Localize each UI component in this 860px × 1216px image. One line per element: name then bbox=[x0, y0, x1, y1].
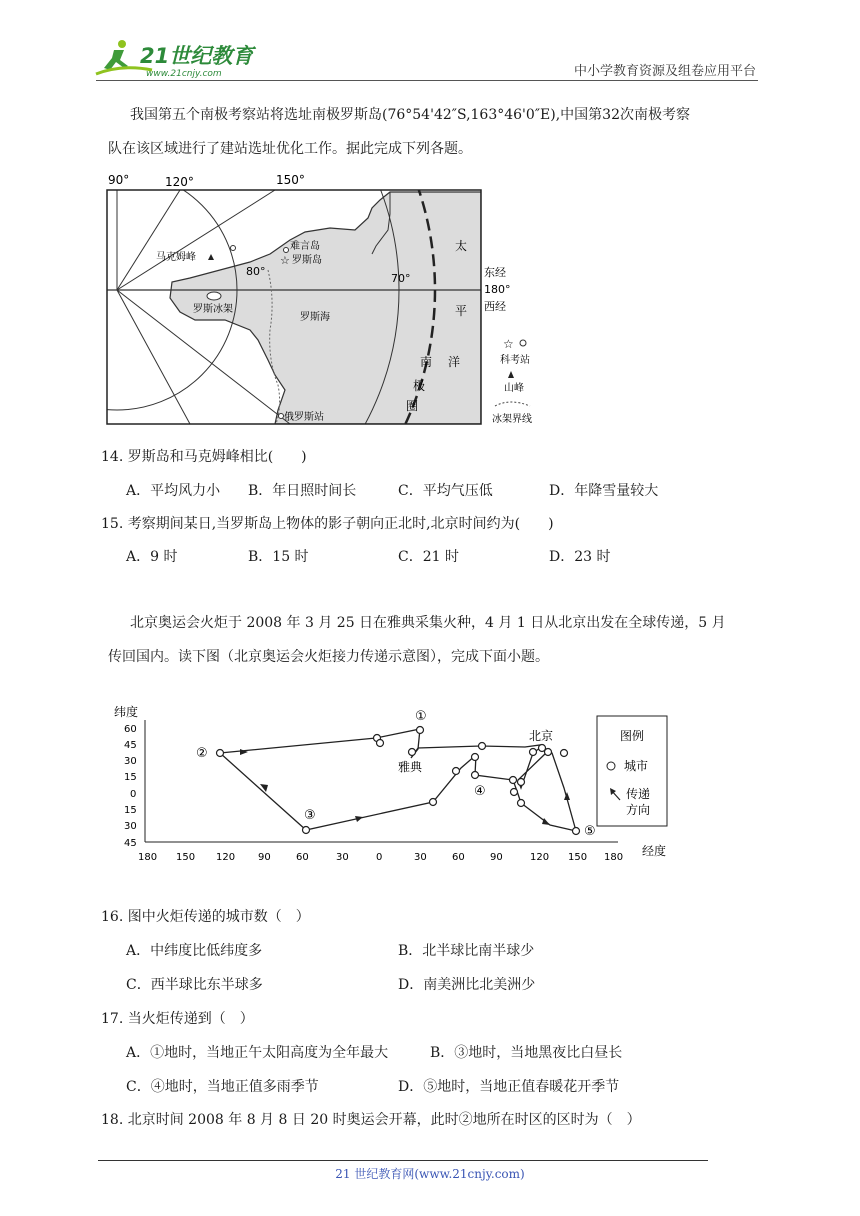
logo-text: 21世纪教育 bbox=[140, 44, 254, 68]
city-label-beijing: 北京 bbox=[529, 729, 554, 743]
site-logo bbox=[92, 36, 262, 80]
lon-label-150: 150° bbox=[276, 173, 305, 187]
legend-ice-label: 冰架界线 bbox=[492, 414, 532, 425]
star-icon: ☆ bbox=[280, 254, 290, 267]
legend-city-label: 城市 bbox=[624, 759, 649, 773]
question-14: 14. 罗斯岛和马克姆峰相比( ) bbox=[101, 449, 307, 465]
passage2-line2: 传回国内。读下图（北京奥运会火炬接力传递示意图），完成下面小题。 bbox=[108, 649, 549, 665]
q16-option-d[interactable]: D．南美洲比北美洲少 bbox=[398, 977, 536, 993]
legend-direction-1: 传递 bbox=[626, 787, 651, 801]
q14-option-b[interactable]: B．年日照时间长 bbox=[248, 483, 357, 499]
x-tick-0: 0 bbox=[376, 852, 383, 863]
x-tick-150e: 150 bbox=[568, 852, 588, 863]
lon-label-90: 90° bbox=[108, 173, 130, 187]
station-dot-icon bbox=[284, 248, 289, 253]
passage2-line1: 北京奥运会火炬于 2008 年 3 月 25 日在雅典采集火种，4 月 1 日从北京出发在全球传递，5 月 bbox=[130, 615, 726, 631]
footer-rule bbox=[98, 1160, 708, 1161]
q15-option-c[interactable]: C．21 时 bbox=[398, 549, 459, 565]
q17-option-c[interactable]: C．④地时，当地正值多雨季节 bbox=[126, 1079, 319, 1095]
map-legend bbox=[492, 337, 532, 425]
q17-option-a[interactable]: A．①地时，当地正午太阳高度为全年最大 bbox=[126, 1045, 389, 1061]
circle-char-1: 南 bbox=[420, 355, 433, 369]
marker-5: ⑤ bbox=[584, 824, 596, 839]
x-ticks bbox=[138, 852, 623, 863]
xlabel: 经度 bbox=[642, 844, 667, 858]
q16-option-b[interactable]: B．北半球比南半球少 bbox=[398, 943, 535, 959]
lon-label-180: 180° bbox=[484, 283, 511, 296]
legend-station-label: 科考站 bbox=[500, 355, 530, 366]
y-tick-45: 45 bbox=[124, 740, 137, 751]
x-tick-90w: 90 bbox=[258, 852, 271, 863]
place-russia-station: 俄罗斯站 bbox=[284, 412, 324, 423]
legend-circle-icon bbox=[520, 340, 526, 346]
chart-legend bbox=[597, 716, 667, 826]
place-maikemu: 马克姆峰 bbox=[156, 252, 196, 263]
question-17: 17. 当火炬传递到（ ） bbox=[101, 1011, 254, 1027]
logo-url: www.21cnjy.com bbox=[146, 69, 222, 79]
question-15: 15. 考察期间某日,当罗斯岛上物体的影子朝向正北时,北京时间约为( ) bbox=[101, 516, 554, 532]
x-tick-120e: 120 bbox=[530, 852, 550, 863]
lon-label-120: 120° bbox=[165, 175, 194, 189]
place-luosi-island: 罗斯岛 bbox=[292, 255, 322, 266]
question-18: 18. 北京时间 2008 年 8 月 8 日 20 时奥运会开幕，此时②地所在时区的区时为（ ） bbox=[101, 1112, 641, 1128]
peak-icon bbox=[208, 254, 214, 260]
x-tick-180w: 180 bbox=[138, 852, 158, 863]
x-tick-30w: 30 bbox=[336, 852, 349, 863]
ylabel: 纬度 bbox=[114, 705, 139, 719]
q16-option-c[interactable]: C．西半球比东半球多 bbox=[126, 977, 263, 993]
place-ross-sea: 罗斯海 bbox=[300, 312, 330, 323]
x-tick-150w: 150 bbox=[176, 852, 196, 863]
y-tick-s45: 45 bbox=[124, 838, 137, 849]
russia-station-icon bbox=[279, 414, 284, 419]
y-tick-60: 60 bbox=[124, 724, 137, 735]
city-markers bbox=[217, 727, 580, 835]
ocean-char-3: 洋 bbox=[448, 355, 461, 369]
x-tick-180e: 180 bbox=[604, 852, 624, 863]
question-16: 16. 图中火炬传递的城市数（ ） bbox=[101, 909, 310, 925]
legend-star-icon: ☆ bbox=[503, 337, 514, 351]
y-tick-30: 30 bbox=[124, 756, 137, 767]
x-tick-60e: 60 bbox=[452, 852, 465, 863]
q15-option-b[interactable]: B．15 时 bbox=[248, 549, 309, 565]
y-tick-s30: 30 bbox=[124, 821, 137, 832]
q15-option-a[interactable]: A．9 时 bbox=[126, 549, 178, 565]
q16-option-a[interactable]: A．中纬度比低纬度多 bbox=[126, 943, 263, 959]
peak-dot-icon bbox=[231, 246, 236, 251]
west-label: 西经 bbox=[484, 300, 506, 313]
circle-char-2: 极 bbox=[413, 379, 426, 393]
y-ticks bbox=[124, 724, 137, 849]
legend-ice-icon bbox=[495, 402, 530, 406]
x-tick-30e: 30 bbox=[414, 852, 427, 863]
footer-link[interactable]: 21 世纪教育网(www.21cnjy.com) bbox=[335, 1167, 525, 1181]
q14-option-c[interactable]: C．平均气压低 bbox=[398, 483, 493, 499]
lat-label-80: 80° bbox=[246, 265, 266, 278]
ocean-char-1: 太 bbox=[455, 239, 468, 253]
marker-3: ③ bbox=[304, 808, 316, 823]
y-tick-s15: 15 bbox=[124, 805, 137, 816]
legend-title: 图例 bbox=[620, 729, 645, 743]
passage1-line1: 我国第五个南极考察站将选址南极罗斯岛(76°54'42″S,163°46'0″E),中国第32次南极考察 bbox=[130, 107, 690, 123]
header-rule bbox=[96, 80, 758, 81]
ocean-char-2: 平 bbox=[455, 304, 468, 318]
q15-option-d[interactable]: D．23 时 bbox=[549, 549, 611, 565]
marker-4: ④ bbox=[474, 784, 486, 799]
legend-arrow-icon bbox=[610, 788, 620, 800]
y-tick-0: 0 bbox=[130, 789, 137, 800]
q17-option-b[interactable]: B．③地时，当地黑夜比白昼长 bbox=[430, 1045, 623, 1061]
site-name: 中小学教育资源及组卷应用平台 bbox=[573, 64, 756, 79]
y-tick-15: 15 bbox=[124, 772, 137, 783]
q14-option-a[interactable]: A．平均风力小 bbox=[126, 483, 221, 499]
antarctic-map bbox=[100, 170, 550, 428]
x-tick-60w: 60 bbox=[296, 852, 309, 863]
east-label: 东经 bbox=[484, 266, 506, 279]
city-label-athens: 雅典 bbox=[398, 760, 423, 774]
legend-peak-label: 山峰 bbox=[504, 383, 524, 394]
passage1-line2: 队在该区域进行了建站选址优化工作。据此完成下列各题。 bbox=[108, 141, 472, 157]
legend-city-icon bbox=[607, 762, 615, 770]
q14-option-d[interactable]: D．年降雪量较大 bbox=[549, 483, 659, 499]
marker-2: ② bbox=[196, 746, 208, 761]
lat-label-70: 70° bbox=[391, 272, 411, 285]
torch-relay-chart bbox=[108, 700, 688, 870]
x-tick-90e: 90 bbox=[490, 852, 503, 863]
x-tick-120w: 120 bbox=[216, 852, 236, 863]
legend-direction-2: 方向 bbox=[626, 803, 651, 817]
legend-peak-icon bbox=[508, 371, 514, 378]
circle-char-3: 圈 bbox=[406, 399, 419, 413]
place-nanyan: 难言岛 bbox=[290, 241, 320, 252]
marker-1: ① bbox=[415, 709, 427, 724]
q17-option-d[interactable]: D．⑤地时，当地正值春暖花开季节 bbox=[398, 1079, 620, 1095]
place-ice-shelf: 罗斯冰架 bbox=[193, 304, 233, 315]
